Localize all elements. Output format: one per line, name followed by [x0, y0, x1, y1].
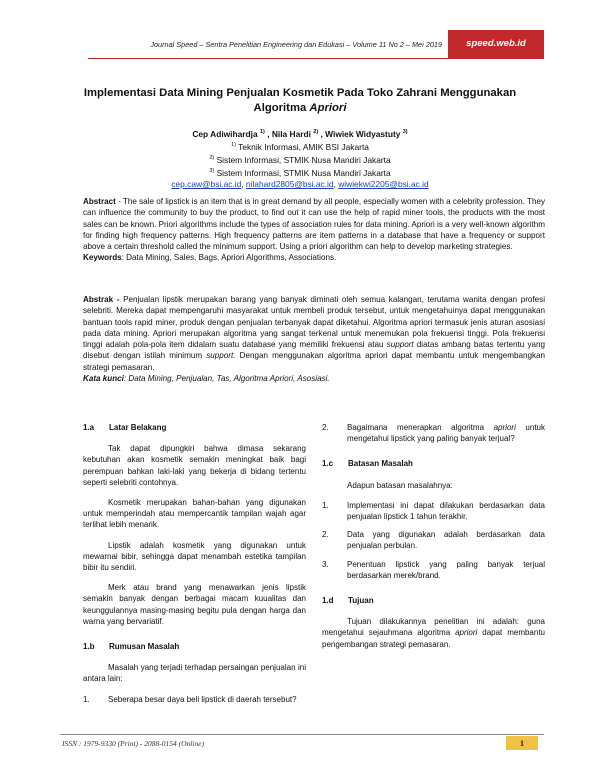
author-sup: 1) — [259, 129, 265, 135]
section-heading: 1.a Latar Belakang — [83, 423, 167, 432]
paragraph: Masalah yang terjadi terhadap persaingan penjualan ini antara lain: — [83, 663, 306, 684]
author-block — [80, 127, 520, 190]
abstract-english — [83, 196, 545, 264]
list-item: 1. Seberapa besar daya beli lipstick di daerah tersebut? — [83, 694, 297, 704]
journal-header: Journal Speed – Sentra Penelitian Engineering dan Edukasi – Volume 11 No 2 – Mei 2019 — [150, 40, 442, 49]
footer-divider — [60, 734, 544, 735]
abstrak-label: Abstrak - — [83, 295, 120, 304]
paragraph: Tujuan dilakukannya penelitian ini adalah: guna mengetahui sejauhmana algoritma apriori dapat membantu pengembangan strategi pemasaran. — [322, 617, 546, 649]
paper-title — [80, 86, 520, 116]
title-main: Implementasi Data Mining Penjualan Kosmetik Pada Toko Zahrani Menggunakan Algoritma — [83, 87, 517, 114]
author-names — [80, 127, 520, 140]
author-sep: , — [264, 128, 272, 139]
author-name: Wiwiek Widyastuty — [325, 128, 401, 139]
author-name: Nila Hardi — [271, 128, 311, 139]
affiliation: $^{1)}$ Teknik Informasi, AMIK BSI Jakarta — [231, 141, 369, 152]
abstract-label: Abstract — [83, 197, 116, 206]
kata-kunci-text: : Data Mining, Penjualan, Tas, Algoritma Apriori, Asosiasi. — [123, 374, 330, 384]
paragraph: Adapun batasan masalahnya: — [347, 480, 453, 490]
author-sup: 3) — [402, 129, 408, 135]
author-sep: , — [318, 128, 326, 139]
issn-text: ISSN : 1979-9330 (Print) - 2088-0154 (Online) — [62, 739, 205, 748]
author-name: Cep Adiwihardja — [192, 128, 258, 139]
author-emails: cep.caw@bsi.ac.id, nilahard2805@bsi.ac.id, wiwiekwi2205@bsi.ac.id — [171, 179, 429, 189]
title-italic: Apriori — [309, 102, 347, 114]
list-item: 3. Penentuan lipstick yang paling banyak terjual berdasarkan merek/brand. — [322, 559, 545, 580]
site-badge: speed.web.id — [448, 30, 544, 58]
header-divider — [88, 58, 544, 59]
email-link[interactable]: cep.caw@bsi.ac.id — [171, 179, 242, 189]
paragraph: Merk atau brand yang menawarkan jenis lipstik semakin banyak dengan berbagai macam kuualitas dan keunggulannya masing-masing begitu pula dengan harga dan warna yang bervariatif. — [83, 583, 306, 626]
page-number: 1 — [506, 736, 538, 750]
list-item: 1. Implementasi ini dapat dilakukan berdasarkan data penjualan lipstick 1 tahun terakhir. — [322, 500, 545, 522]
affiliation: $^{2)}$ Sistem Informasi, STMIK Nusa Mandiri Jakarta — [209, 154, 391, 165]
right-column — [322, 422, 545, 659]
section-heading: 1.c Batasan Masalah — [322, 459, 413, 469]
abstract-text: - The sale of lipstick is an item that is in great demand by all people, especially women with a celebrity profession. They can influence the community to buy the product, to find out it can use the help of rapid miner tools, the products with the most sales can be known. Priori algorithms include the types of association rules for data mining. Apriori is a very well-known algorithm for finding high frequency patterns. High frequency patterns are item patterns in a database that have a frequency or support above a certain threshold called the minimum support. Using a priori algorithm can help to develop marketing strategies. — [83, 197, 546, 252]
section-heading: 1.d Tujuan — [322, 596, 374, 606]
list-item: 2. Data yang digunakan adalah berdasarkan data penjualan perbulan. — [322, 530, 545, 551]
left-column — [83, 422, 306, 712]
paragraph: Tak dapat dipungkiri bahwa dimasa sekarang kebutuhan akan kosmetik semakin meningkat baik bagi perempuan bahkan laki-laki yang bekerja di bidang tertentu seperti selebriti contohnya. — [83, 444, 306, 487]
email-link[interactable]: nilahard2805@bsi.ac.id — [245, 179, 334, 189]
kata-kunci-label: Kata kunci — [83, 374, 124, 384]
affiliation: $^{3)}$ Sistem Informasi, STMIK Nusa Mandiri Jakarta — [209, 167, 391, 178]
list-item: 2. Bagaimana menerapkan algoritma apriori untuk mengetahui lipstick yang paling banyak terjual? — [322, 423, 545, 444]
paragraph: Lipstik adalah kosmetik yang digunakan untuk mewarnai bibir, sehingga dapat menambah estetika tampilan bibir itu sendiri. — [83, 540, 306, 573]
email-link[interactable]: wiwiekwi2205@bsi.ac.id — [338, 179, 429, 189]
section-heading: 1.b Rumusan Masalah — [83, 642, 180, 652]
paragraph: Kosmetik merupakan bahan-bahan yang digunakan untuk memperindah atau mempercantik tampilan wajah agar terlihat lebih menarik. — [83, 498, 306, 530]
author-sup: 2) — [313, 129, 319, 135]
abstract-indonesian: Abstrak - Penjualan lipstik merupakan barang yang banyak diminati oleh semua kalangan, terutama wanita dengan profesi selebriti. Mereka dapat mempengaruhi masyarakat untuk membeli produk tersebut, untuk mengetahuinya dapat menggunakan bantuan tools rapid miner, produk dengan penjualan terbanyak dapat diketahui. Algoritma apriori termasuk jenis aturan asosiasi pada data mining. Apriori merupakan algoritma yang sangat terkenal untuk menemukan pola frekuensi tinggi. Pola frekuensi tinggi adalah pola-pola item didalam suatu database yang memiliki frekuensi atau support diatas ambang batas tertentu yang disebut dengan istilah minimum support. Dengan menggunakan algoritma apriori dapat membantu untuk mengembangkan strategi pemasaran. Kata kunci: Data Mining, Penjualan, Tas, Algoritma Apriori, Asosiasi. — [83, 295, 545, 384]
keywords-text: : Data Mining, Sales, Bags, Apriori Algorithms, Associations. — [121, 253, 337, 263]
keywords-label: Keywords — [83, 253, 122, 263]
